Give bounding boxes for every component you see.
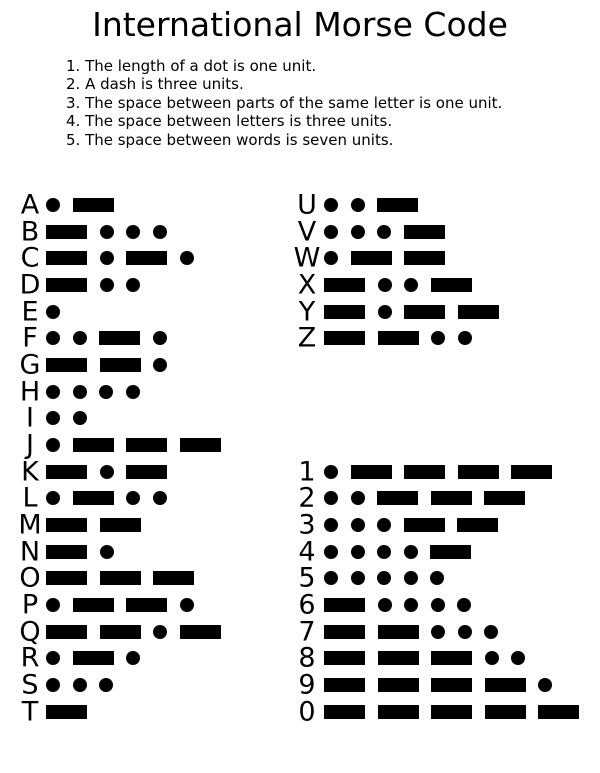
dash-symbol xyxy=(430,545,471,559)
code-label: H xyxy=(19,376,41,408)
code-label: O xyxy=(19,562,41,594)
dash-symbol xyxy=(324,305,365,319)
code-symbols xyxy=(46,411,87,425)
code-label: T xyxy=(21,696,39,728)
code-symbols xyxy=(46,385,140,399)
code-symbols xyxy=(324,251,445,265)
dot-symbol xyxy=(73,385,87,399)
dash-symbol xyxy=(404,518,445,532)
code-symbols xyxy=(46,438,221,452)
dash-symbol xyxy=(324,678,365,692)
code-label: 9 xyxy=(298,669,316,701)
code-label: Q xyxy=(19,616,41,648)
dot-symbol xyxy=(351,491,365,505)
dash-symbol xyxy=(100,358,141,372)
dot-symbol xyxy=(46,438,60,452)
dash-symbol xyxy=(538,705,579,719)
code-label: M xyxy=(18,509,42,541)
rules-list xyxy=(66,57,502,149)
code-label: U xyxy=(297,189,317,221)
dash-symbol xyxy=(404,305,445,319)
code-symbols xyxy=(324,278,472,292)
code-label: S xyxy=(21,669,39,701)
dot-symbol xyxy=(538,678,552,692)
code-symbols xyxy=(324,678,552,692)
page-title: International Morse Code xyxy=(92,5,508,44)
code-label: X xyxy=(297,269,317,301)
code-symbols xyxy=(46,358,167,372)
dot-symbol xyxy=(404,278,418,292)
code-row-X xyxy=(0,269,600,301)
code-symbols xyxy=(324,651,525,665)
dash-symbol xyxy=(431,678,472,692)
dash-symbol xyxy=(377,491,418,505)
code-symbols xyxy=(324,625,498,639)
dot-symbol xyxy=(457,598,471,612)
dash-symbol xyxy=(378,678,419,692)
dot-symbol xyxy=(377,518,391,532)
dot-symbol xyxy=(99,385,113,399)
dot-symbol xyxy=(430,571,444,585)
code-label: K xyxy=(21,456,39,488)
dot-symbol xyxy=(46,385,60,399)
dot-symbol xyxy=(431,625,445,639)
dot-symbol xyxy=(324,545,338,559)
code-symbols xyxy=(324,518,498,532)
code-symbols xyxy=(324,225,445,239)
dash-symbol xyxy=(404,251,445,265)
code-symbols xyxy=(324,705,579,719)
code-label: R xyxy=(20,642,40,674)
code-label: 8 xyxy=(298,642,316,674)
dot-symbol xyxy=(126,385,140,399)
code-label: Z xyxy=(297,322,317,354)
dash-symbol xyxy=(431,278,472,292)
dot-symbol xyxy=(404,545,418,559)
code-row-6 xyxy=(0,589,600,621)
dash-symbol xyxy=(458,465,499,479)
dot-symbol xyxy=(377,571,391,585)
code-label: 1 xyxy=(298,456,316,488)
dash-symbol xyxy=(324,625,365,639)
dash-symbol xyxy=(457,518,498,532)
code-label: 5 xyxy=(298,562,316,594)
code-label: 4 xyxy=(298,536,316,568)
code-symbols xyxy=(324,571,444,585)
dot-symbol xyxy=(73,411,87,425)
dot-symbol xyxy=(458,625,472,639)
rule-line-4: 4. The space between letters is three units. xyxy=(66,112,393,131)
code-row-8 xyxy=(0,642,600,674)
dot-symbol xyxy=(351,225,365,239)
rule-line-5: 5. The space between words is seven units. xyxy=(66,130,394,149)
dash-symbol xyxy=(404,225,445,239)
dot-symbol xyxy=(351,545,365,559)
dash-symbol xyxy=(377,198,418,212)
code-symbols xyxy=(324,198,418,212)
dash-symbol xyxy=(378,651,419,665)
dash-symbol xyxy=(73,438,114,452)
code-label: 0 xyxy=(298,696,316,728)
dot-symbol xyxy=(351,518,365,532)
dash-symbol xyxy=(485,678,526,692)
dash-symbol xyxy=(485,705,526,719)
dot-symbol xyxy=(351,198,365,212)
dash-symbol xyxy=(351,465,392,479)
dash-symbol xyxy=(378,705,419,719)
dash-symbol xyxy=(431,491,472,505)
dash-symbol xyxy=(324,651,365,665)
dot-symbol xyxy=(431,331,445,345)
code-label: 6 xyxy=(298,589,316,621)
code-row-7 xyxy=(0,616,600,648)
dash-symbol xyxy=(378,625,419,639)
dash-symbol xyxy=(431,705,472,719)
code-row-9 xyxy=(0,669,600,701)
code-label: G xyxy=(19,349,41,381)
dot-symbol xyxy=(484,625,498,639)
dash-symbol xyxy=(324,598,365,612)
dot-symbol xyxy=(404,598,418,612)
dot-symbol xyxy=(153,358,167,372)
dot-symbol xyxy=(377,225,391,239)
code-label: N xyxy=(19,536,41,568)
code-row-U xyxy=(0,189,600,221)
code-symbols xyxy=(324,545,471,559)
dot-symbol xyxy=(458,331,472,345)
code-label: 7 xyxy=(298,616,316,648)
dash-symbol xyxy=(46,358,87,372)
code-label: V xyxy=(297,216,317,248)
code-row-3 xyxy=(0,509,600,541)
rule-line-1: 1. The length of a dot is one unit. xyxy=(66,57,317,75)
dot-symbol xyxy=(431,598,445,612)
code-symbols xyxy=(324,465,552,479)
code-label: 3 xyxy=(298,509,316,541)
code-symbols xyxy=(324,491,525,505)
code-label: C xyxy=(20,242,40,274)
dot-symbol xyxy=(351,571,365,585)
dot-symbol xyxy=(511,651,525,665)
dot-symbol xyxy=(46,411,60,425)
dot-symbol xyxy=(324,251,338,265)
rule-line-2: 2. A dash is three units. xyxy=(66,75,244,94)
code-row-I xyxy=(0,402,600,434)
code-symbols xyxy=(324,331,472,345)
code-label: Y xyxy=(298,296,316,328)
dot-symbol xyxy=(404,571,418,585)
code-row-G xyxy=(0,349,600,381)
code-row-Z xyxy=(0,322,600,354)
code-row-5 xyxy=(0,562,600,594)
code-row-H xyxy=(0,376,600,408)
dash-symbol xyxy=(324,705,365,719)
dot-symbol xyxy=(324,518,338,532)
code-label: A xyxy=(20,189,40,221)
code-label: D xyxy=(19,269,41,301)
code-label: L xyxy=(22,482,38,514)
dash-symbol xyxy=(404,465,445,479)
code-row-1 xyxy=(0,456,600,488)
dash-symbol xyxy=(351,251,392,265)
code-row-V xyxy=(0,216,600,248)
dot-symbol xyxy=(324,491,338,505)
dot-symbol xyxy=(377,545,391,559)
code-label: E xyxy=(21,296,39,328)
code-label: 2 xyxy=(298,482,316,514)
dash-symbol xyxy=(324,331,365,345)
code-row-W xyxy=(0,242,600,274)
code-label: P xyxy=(21,589,39,621)
dash-symbol xyxy=(458,305,499,319)
code-row-0 xyxy=(0,696,600,728)
dot-symbol xyxy=(378,305,392,319)
dot-symbol xyxy=(378,598,392,612)
code-label: J xyxy=(26,429,34,461)
code-symbols xyxy=(324,598,471,612)
dash-symbol xyxy=(484,491,525,505)
code-label: B xyxy=(20,216,40,248)
dot-symbol xyxy=(324,465,338,479)
code-row-4 xyxy=(0,536,600,568)
dot-symbol xyxy=(485,651,499,665)
dash-symbol xyxy=(511,465,552,479)
dot-symbol xyxy=(324,198,338,212)
code-symbols xyxy=(324,305,499,319)
code-label: W xyxy=(293,242,321,274)
dot-symbol xyxy=(324,571,338,585)
dot-symbol xyxy=(324,225,338,239)
rule-line-3: 3. The space between parts of the same letter is one unit. xyxy=(66,93,503,112)
code-label: I xyxy=(26,402,34,434)
code-row-J xyxy=(0,429,600,461)
dash-symbol xyxy=(431,651,472,665)
dash-symbol xyxy=(378,331,419,345)
dot-symbol xyxy=(378,278,392,292)
dash-symbol xyxy=(180,438,221,452)
code-row-Y xyxy=(0,296,600,328)
code-label: F xyxy=(22,322,38,354)
dash-symbol xyxy=(324,278,365,292)
dash-symbol xyxy=(126,438,167,452)
code-row-2 xyxy=(0,482,600,514)
